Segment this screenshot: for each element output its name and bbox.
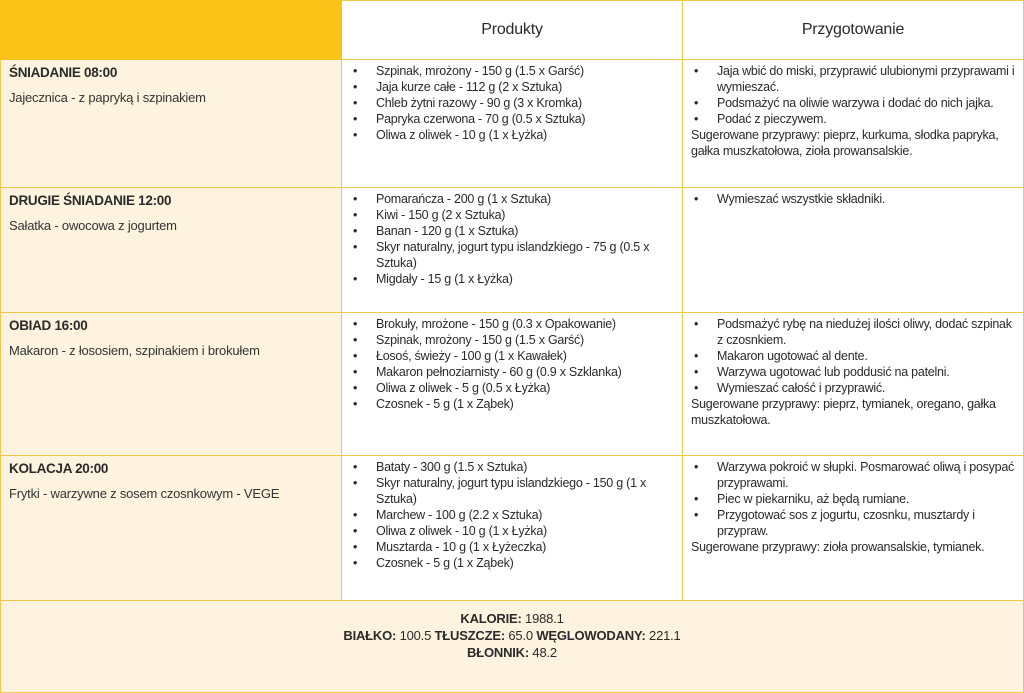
carbs-value: 221.1 xyxy=(649,628,681,643)
products-list xyxy=(350,191,674,287)
product-item xyxy=(350,555,674,571)
bullet-icon: • xyxy=(694,508,699,522)
product-item xyxy=(350,79,674,95)
bullet-icon: • xyxy=(694,460,699,474)
product-item xyxy=(350,507,674,523)
bullet-icon: • xyxy=(353,64,358,78)
product-text: Oliwa z oliwek - 10 g (1 x Łyżka) xyxy=(376,128,547,142)
product-item xyxy=(350,223,674,239)
product-item xyxy=(350,95,674,111)
meal-info-cell xyxy=(1,188,342,313)
product-text: Migdały - 15 g (1 x Łyżka) xyxy=(376,272,513,286)
bullet-icon: • xyxy=(353,476,358,490)
bullet-icon: • xyxy=(353,272,358,286)
bullet-icon: • xyxy=(353,240,358,254)
meal-info-cell xyxy=(1,456,342,601)
product-text: Szpinak, mrożony - 150 g (1.5 x Garść) xyxy=(376,333,584,347)
bullet-icon: • xyxy=(353,349,358,363)
products-list xyxy=(350,63,674,143)
bullet-icon: • xyxy=(353,508,358,522)
product-text: Brokuły, mrożone - 150 g (0.3 x Opakowanie) xyxy=(376,317,616,331)
product-item xyxy=(350,475,674,507)
product-text: Czosnek - 5 g (1 x Ząbek) xyxy=(376,397,514,411)
step-text: Jaja wbić do miski, przyprawić ulubionymi przyprawami i wymieszać. xyxy=(717,64,1015,94)
bullet-icon: • xyxy=(353,333,358,347)
product-item xyxy=(350,271,674,287)
product-item xyxy=(350,396,674,412)
step-item xyxy=(691,380,1015,396)
meal-row xyxy=(1,313,1024,456)
product-item xyxy=(350,364,674,380)
bullet-icon: • xyxy=(353,365,358,379)
step-item xyxy=(691,63,1015,95)
header-products: Produkty xyxy=(342,1,683,60)
products-list xyxy=(350,459,674,571)
kcal-label: KALORIE: xyxy=(460,611,522,626)
bullet-icon: • xyxy=(353,192,358,206)
product-item xyxy=(350,380,674,396)
meal-title: ŚNIADANIE 08:00 xyxy=(9,65,118,80)
product-item xyxy=(350,191,674,207)
step-text: Przygotować sos z jogurtu, czosnku, musztardy i przypraw. xyxy=(717,508,975,538)
bullet-icon: • xyxy=(353,381,358,395)
step-text: Podsmażyć na oliwie warzywa i dodać do nich jajka. xyxy=(717,96,994,110)
product-item xyxy=(350,207,674,223)
product-text: Skyr naturalny, jogurt typu islandzkiego - 150 g (1 x Sztuka) xyxy=(376,476,646,506)
summary-line-macros xyxy=(1,627,1023,644)
meal-dish: Frytki - warzywne z sosem czosnkowym - VEGE xyxy=(9,486,280,501)
bullet-icon: • xyxy=(353,556,358,570)
product-text: Makaron pełnoziarnisty - 60 g (0.9 x Szklanka) xyxy=(376,365,622,379)
nutrition-summary xyxy=(1,601,1024,693)
product-text: Skyr naturalny, jogurt typu islandzkiego - 75 g (0.5 x Sztuka) xyxy=(376,240,650,270)
step-item xyxy=(691,364,1015,380)
product-text: Oliwa z oliwek - 5 g (0.5 x Łyżka) xyxy=(376,381,551,395)
products-cell xyxy=(342,60,683,188)
step-item xyxy=(691,95,1015,111)
products-cell xyxy=(342,313,683,456)
summary-line-fiber xyxy=(1,644,1023,661)
carbs-label: WĘGLOWODANY: xyxy=(536,628,646,643)
meal-title: KOLACJA 20:00 xyxy=(9,461,109,476)
product-item xyxy=(350,523,674,539)
bullet-icon: • xyxy=(353,80,358,94)
bullet-icon: • xyxy=(353,317,358,331)
fiber-value: 48.2 xyxy=(532,645,557,660)
product-item xyxy=(350,539,674,555)
meal-dish: Makaron - z łososiem, szpinakiem i brokułem xyxy=(9,343,260,358)
product-text: Banan - 120 g (1 x Sztuka) xyxy=(376,224,519,238)
kcal-value: 1988.1 xyxy=(525,611,564,626)
product-item xyxy=(350,316,674,332)
bullet-icon: • xyxy=(353,397,358,411)
step-text: Wymieszać wszystkie składniki. xyxy=(717,192,886,206)
bullet-icon: • xyxy=(353,128,358,142)
fiber-label: BŁONNIK: xyxy=(467,645,529,660)
bullet-icon: • xyxy=(694,365,699,379)
protein-value: 100.5 xyxy=(399,628,432,643)
product-item xyxy=(350,332,674,348)
product-text: Pomarańcza - 200 g (1 x Sztuka) xyxy=(376,192,551,206)
bullet-icon: • xyxy=(353,540,358,554)
summary-line-kcal xyxy=(1,610,1023,627)
meal-row xyxy=(1,188,1024,313)
step-text: Podać z pieczywem. xyxy=(717,112,827,126)
meal-row xyxy=(1,60,1024,188)
product-text: Papryka czerwona - 70 g (0.5 x Sztuka) xyxy=(376,112,586,126)
product-text: Czosnek - 5 g (1 x Ząbek) xyxy=(376,556,514,570)
bullet-icon: • xyxy=(694,192,699,206)
product-text: Jaja kurze całe - 112 g (2 x Sztuka) xyxy=(376,80,562,94)
step-text: Piec w piekarniku, aż będą rumiane. xyxy=(717,492,910,506)
preparation-cell xyxy=(683,60,1024,188)
bullet-icon: • xyxy=(694,492,699,506)
meal-title: DRUGIE ŚNIADANIE 12:00 xyxy=(9,193,172,208)
bullet-icon: • xyxy=(694,64,699,78)
bullet-icon: • xyxy=(353,224,358,238)
table-header-row xyxy=(1,1,1024,60)
meal-dish: Sałatka - owocowa z jogurtem xyxy=(9,218,177,233)
bullet-icon: • xyxy=(694,112,699,126)
step-text: Warzywa ugotować lub poddusić na patelni. xyxy=(717,365,950,379)
step-item xyxy=(691,348,1015,364)
preparation-cell xyxy=(683,313,1024,456)
step-item xyxy=(691,491,1015,507)
suggested-spices: Sugerowane przyprawy: pieprz, tymianek, oregano, gałka muszkatołowa. xyxy=(691,397,996,427)
step-item xyxy=(691,111,1015,127)
meal-info-cell xyxy=(1,313,342,456)
step-item xyxy=(691,191,1015,207)
product-item xyxy=(350,239,674,271)
step-item xyxy=(691,316,1015,348)
meal-title: OBIAD 16:00 xyxy=(9,318,88,333)
bullet-icon: • xyxy=(694,349,699,363)
product-text: Kiwi - 150 g (2 x Sztuka) xyxy=(376,208,506,222)
product-item xyxy=(350,459,674,475)
product-text: Bataty - 300 g (1.5 x Sztuka) xyxy=(376,460,528,474)
product-text: Musztarda - 10 g (1 x Łyżeczka) xyxy=(376,540,547,554)
suggested-spices: Sugerowane przyprawy: pieprz, kurkuma, słodka papryka, gałka muszkatołowa, zioła prowansalskie. xyxy=(691,128,999,158)
steps-list xyxy=(691,316,1015,396)
bullet-icon: • xyxy=(353,96,358,110)
products-cell xyxy=(342,456,683,601)
step-text: Makaron ugotować al dente. xyxy=(717,349,868,363)
steps-list xyxy=(691,191,1015,207)
meal-rows xyxy=(1,60,1024,601)
product-text: Chleb żytni razowy - 90 g (3 x Kromka) xyxy=(376,96,582,110)
fat-value: 65.0 xyxy=(508,628,533,643)
summary-row xyxy=(1,601,1024,693)
step-item xyxy=(691,459,1015,491)
bullet-icon: • xyxy=(694,317,699,331)
header-preparation: Przygotowanie xyxy=(683,1,1024,60)
steps-list xyxy=(691,459,1015,539)
meal-info-cell xyxy=(1,60,342,188)
header-corner xyxy=(1,1,342,60)
bullet-icon: • xyxy=(353,112,358,126)
suggested-spices: Sugerowane przyprawy: zioła prowansalskie, tymianek. xyxy=(691,540,985,554)
products-list xyxy=(350,316,674,412)
bullet-icon: • xyxy=(694,96,699,110)
product-item xyxy=(350,111,674,127)
bullet-icon: • xyxy=(353,208,358,222)
product-text: Oliwa z oliwek - 10 g (1 x Łyżka) xyxy=(376,524,547,538)
step-text: Wymieszać całość i przyprawić. xyxy=(717,381,886,395)
product-text: Łosoś, świeży - 100 g (1 x Kawałek) xyxy=(376,349,567,363)
product-item xyxy=(350,348,674,364)
products-cell xyxy=(342,188,683,313)
product-item xyxy=(350,63,674,79)
fat-label: TŁUSZCZE: xyxy=(434,628,505,643)
step-item xyxy=(691,507,1015,539)
meal-row xyxy=(1,456,1024,601)
bullet-icon: • xyxy=(353,524,358,538)
product-item xyxy=(350,127,674,143)
meal-dish: Jajecznica - z papryką i szpinakiem xyxy=(9,90,206,105)
protein-label: BIAŁKO: xyxy=(343,628,397,643)
bullet-icon: • xyxy=(694,381,699,395)
product-text: Szpinak, mrożony - 150 g (1.5 x Garść) xyxy=(376,64,584,78)
preparation-cell xyxy=(683,456,1024,601)
product-text: Marchew - 100 g (2.2 x Sztuka) xyxy=(376,508,543,522)
step-text: Podsmażyć rybę na niedużej ilości oliwy, dodać szpinak z czosnkiem. xyxy=(717,317,1012,347)
steps-list xyxy=(691,63,1015,127)
preparation-cell xyxy=(683,188,1024,313)
bullet-icon: • xyxy=(353,460,358,474)
step-text: Warzywa pokroić w słupki. Posmarować oliwą i posypać przyprawami. xyxy=(717,460,1015,490)
